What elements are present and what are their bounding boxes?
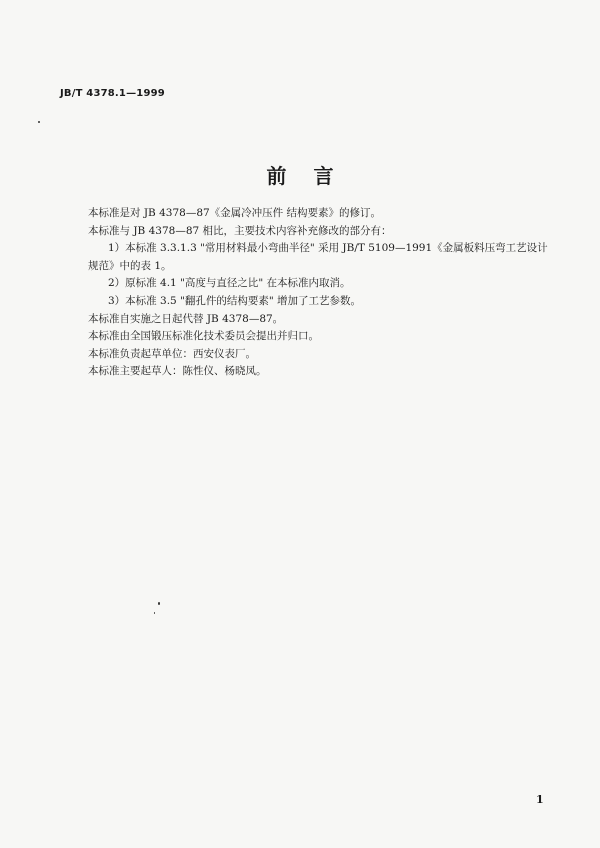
document-body	[88, 205, 548, 381]
page-number: 1	[536, 793, 544, 806]
paragraph-comparison: 本标准与 JB 4378—87 相比，主要技术内容补充修改的部分有：	[88, 224, 392, 237]
list-item-2: 2）原标准 4.1 "高度与直径之比" 在本标准内取消。	[108, 277, 351, 290]
paragraph-replaces: 本标准自实施之日起代替 JB 4378—87。	[88, 312, 284, 325]
page-title: 前 言	[266, 164, 334, 188]
scan-speck	[154, 612, 155, 614]
paragraph-drafting-unit: 本标准负责起草单位：西安仪表厂。	[88, 347, 256, 360]
scan-speck	[38, 121, 40, 123]
paragraph-drafters: 本标准主要起草人：陈性仪、杨晓凤。	[88, 365, 267, 378]
list-item-3: 3）本标准 3.5 "翻孔件的结构要素" 增加了工艺参数。	[108, 294, 362, 307]
list-item-1-continued: 规范》中的表 1。	[88, 259, 172, 272]
standard-code: JB/T 4378.1—1999	[60, 88, 165, 99]
paragraph-proposed-by: 本标准由全国锻压标准化技术委员会提出并归口。	[88, 330, 319, 343]
paragraph-revision: 本标准是对 JB 4378—87《金属冷冲压件 结构要素》的修订。	[88, 207, 382, 219]
scan-speck	[158, 602, 160, 605]
list-item-1: 1）本标准 3.3.1.3 "常用材料最小弯曲半径" 采用 JB/T 5109—1991《金属板料压弯工艺设计	[108, 242, 548, 255]
